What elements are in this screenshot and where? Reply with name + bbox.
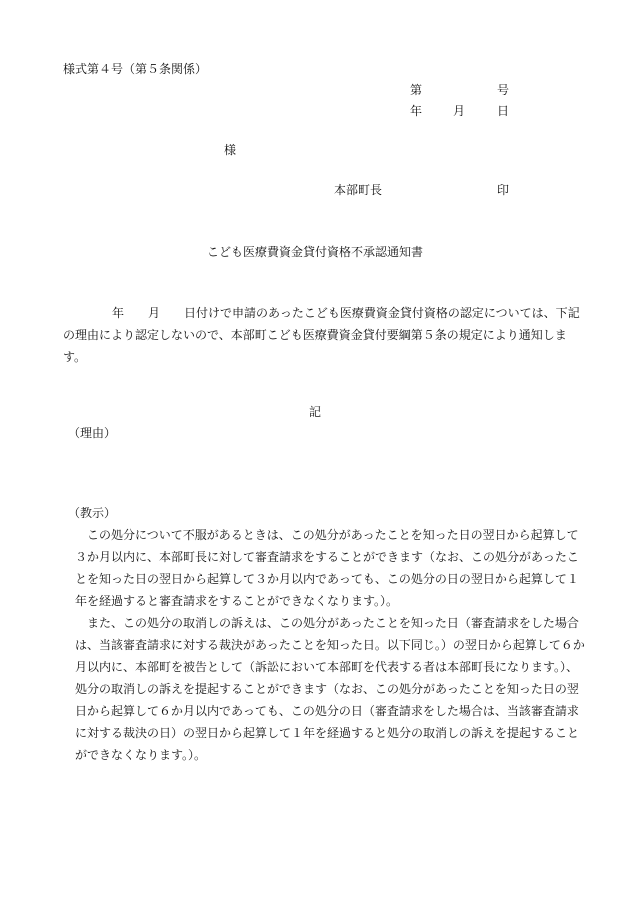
instruction-body	[75, 524, 585, 766]
date-year: 年	[410, 104, 423, 118]
seal-mark: 印	[497, 183, 510, 197]
instruction-paragraph-2: また、この処分の取消しの訴えは、この処分があったことを知った日（審査請求をした場合は、当該審査請求に対する裁決があったことを知った日。以下同じ。）の翌日から起算して６か月以内に、本部町を被告として（訴訟において本部町を代表する者は本部町長になります。）、処分の取消しの訴えを提起することができます（なお、この処分があったことを知った日の翌日から起算して６か月以内であっても、この処分の日（審査請求をした場合は、当該審査請求に対する裁決の日）の翌日から起算して１年を経過すると処分の取消しの訴えを提起することができなくなります。）。	[75, 616, 585, 762]
instruction-label: （教示）	[68, 506, 117, 520]
body-date-year: 年	[112, 306, 125, 320]
ki-heading: 記	[308, 405, 321, 419]
body-text	[63, 302, 583, 368]
issuer-title: 本部町長	[334, 183, 383, 197]
recipient-honorific: 様	[224, 143, 237, 157]
date-day: 日	[497, 104, 510, 118]
document-number-prefix: 第	[410, 83, 423, 97]
date-month: 月	[453, 104, 466, 118]
reason-label: （理由）	[68, 426, 117, 440]
body-text-rest: 記の理由により認定しないので、本部町こども医療費資金貸付要綱第５条の規定により通知します。	[63, 306, 580, 364]
instruction-paragraph-1: この処分について不服があるときは、この処分があったことを知った日の翌日から起算して３か月以内に、本部町長に対して審査請求をすることができます（なお、この処分があったことを知った日の翌日から起算して３か月以内であっても、この処分の日の翌日から起算して１年を経過すると審査請求をすることができなくなります。）。	[75, 528, 579, 608]
document-title: こども医療費資金貸付資格不承認通知書	[206, 245, 423, 259]
document-number-suffix: 号	[497, 83, 510, 97]
body-date-month: 月	[148, 306, 161, 320]
body-text-line1: 日付けで申請のあったこども医療費資金貸付資格の認定については、下	[184, 306, 568, 320]
form-number: 様式第４号（第５条関係）	[63, 62, 208, 76]
